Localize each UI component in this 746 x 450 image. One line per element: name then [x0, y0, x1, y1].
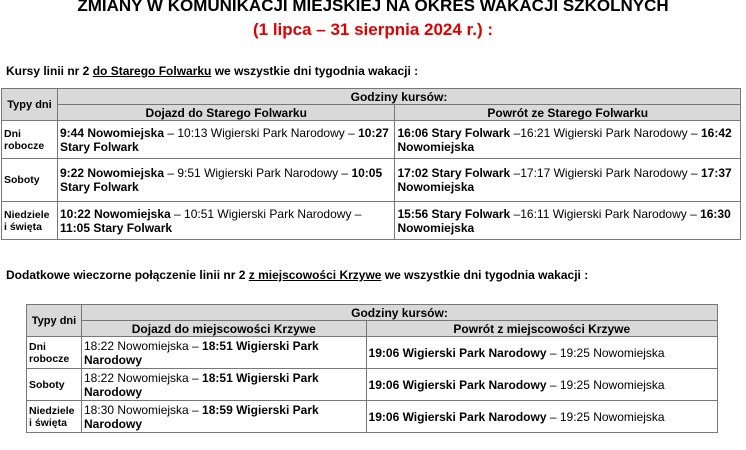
route-mid: – 9:51 Wigierski Park Narodowy – — [164, 166, 352, 180]
arrival-time: 18:51 Wigierski Park Narodowy — [83, 338, 319, 367]
page-subtitle: (1 lipca – 31 sierpnia 2024 r.) : — [252, 20, 494, 39]
day-type: Niedziele i święta — [2, 202, 58, 240]
arrival-time: 18:59 Wigierski Park Narodowy — [83, 402, 319, 431]
arrival-time: 18:51 Wigierski Park Narodowy — [83, 370, 319, 399]
route-mid: – 10:51 Wigierski Park Narodowy – — [170, 206, 362, 221]
schedule-table-1 — [1, 88, 741, 240]
table-row — [2, 121, 741, 159]
departure-time: 18:22 Nowomiejska – — [83, 338, 203, 353]
table1-back-header: Powrót ze Starego Folwarku — [395, 105, 741, 121]
back-cell — [395, 202, 741, 240]
table-row — [27, 337, 718, 369]
table1-day-header: Typy dni — [2, 89, 58, 121]
route-mid: –16:21 Wigierski Park Narodowy – — [510, 125, 701, 140]
arrival-time: 10:27 Stary Folwark — [59, 125, 389, 154]
table-row — [27, 369, 718, 401]
table2-there-header: Dojazd do miejscowości Krzywe — [81, 321, 366, 337]
day-type: Soboty — [27, 369, 82, 401]
day-type: Soboty — [2, 159, 58, 202]
arrival-time: 10:05 Stary Folwark — [59, 166, 383, 194]
back-cell — [366, 337, 717, 369]
section2-intro — [6, 268, 588, 282]
arrival-time: 17:37 Nowomiejska — [397, 166, 732, 194]
departure-time: 10:22 Nowomiejska — [59, 206, 171, 221]
departure-time: 19:06 Wigierski Park Narodowy — [368, 345, 547, 360]
table2-day-header: Typy dni — [27, 305, 82, 337]
departure-time: 17:02 Stary Folwark — [397, 166, 511, 180]
there-cell — [57, 202, 395, 240]
table1-there-header: Dojazd do Starego Folwarku — [57, 105, 395, 121]
section1-intro — [6, 64, 418, 78]
there-cell — [81, 337, 366, 369]
departure-time: 9:22 Nowomiejska — [59, 166, 165, 180]
back-cell — [366, 401, 717, 433]
section1-intro-suffix: we wszystkie dni tygodnia wakacji : — [211, 64, 419, 78]
table2-hours-header: Godziny kursów: — [81, 305, 717, 321]
arrival-time: 16:42 Nowomiejska — [397, 125, 732, 154]
departure-time: 16:06 Stary Folwark — [397, 125, 511, 140]
departure-time: 19:06 Wigierski Park Narodowy — [368, 377, 547, 392]
section2-intro-prefix: Dodatkowe wieczorne połączenie linii nr 2 — [6, 268, 249, 282]
table-row — [27, 401, 718, 433]
there-cell — [81, 401, 366, 433]
departure-time: 18:30 Nowomiejska – — [83, 402, 203, 417]
route-mid: –17:17 Wigierski Park Narodowy – — [510, 166, 701, 180]
departure-time: 18:22 Nowomiejska – — [83, 370, 203, 385]
back-cell — [395, 159, 741, 202]
route-mid: –16:11 Wigierski Park Narodowy – — [510, 206, 701, 221]
day-type: Dni robocze — [2, 121, 58, 159]
day-type: Dni robocze — [27, 337, 82, 369]
day-type: Niedziele i święta — [27, 401, 82, 433]
arrival-time: – 19:25 Nowomiejska — [546, 345, 665, 360]
departure-time: 19:06 Wigierski Park Narodowy — [368, 409, 547, 424]
section1-intro-prefix: Kursy linii nr 2 — [6, 64, 93, 78]
arrival-time: 16:30 Nowomiejska — [397, 206, 731, 235]
table-row — [2, 202, 741, 240]
schedule-table-2 — [26, 304, 718, 433]
arrival-time: – 19:25 Nowomiejska — [546, 409, 665, 424]
section2-intro-link: z miejscowości Krzywe — [248, 268, 382, 282]
section1-intro-link: do Starego Folwarku — [92, 64, 212, 78]
there-cell — [81, 369, 366, 401]
arrival-time: – 19:25 Nowomiejska — [546, 377, 665, 392]
arrival-time: 11:05 Stary Folwark — [59, 220, 173, 235]
table2-back-header: Powrót z miejscowości Krzywe — [366, 321, 717, 337]
section2-intro-suffix: we wszystkie dni tygodnia wakacji : — [381, 268, 589, 282]
there-cell — [57, 121, 395, 159]
table1-hours-header: Godziny kursów: — [57, 89, 740, 105]
departure-time: 15:56 Stary Folwark — [397, 206, 511, 221]
page-title: ZMIANY W KOMUNIKACJI MIEJSKIEJ NA OKRES WAKACJI SZKOLNYCH — [77, 0, 669, 15]
back-cell — [366, 369, 717, 401]
there-cell — [57, 159, 395, 202]
table-row — [2, 159, 741, 202]
back-cell — [395, 121, 741, 159]
departure-time: 9:44 Nowomiejska — [59, 125, 165, 140]
route-mid: – 10:13 Wigierski Park Narodowy – — [164, 125, 359, 140]
